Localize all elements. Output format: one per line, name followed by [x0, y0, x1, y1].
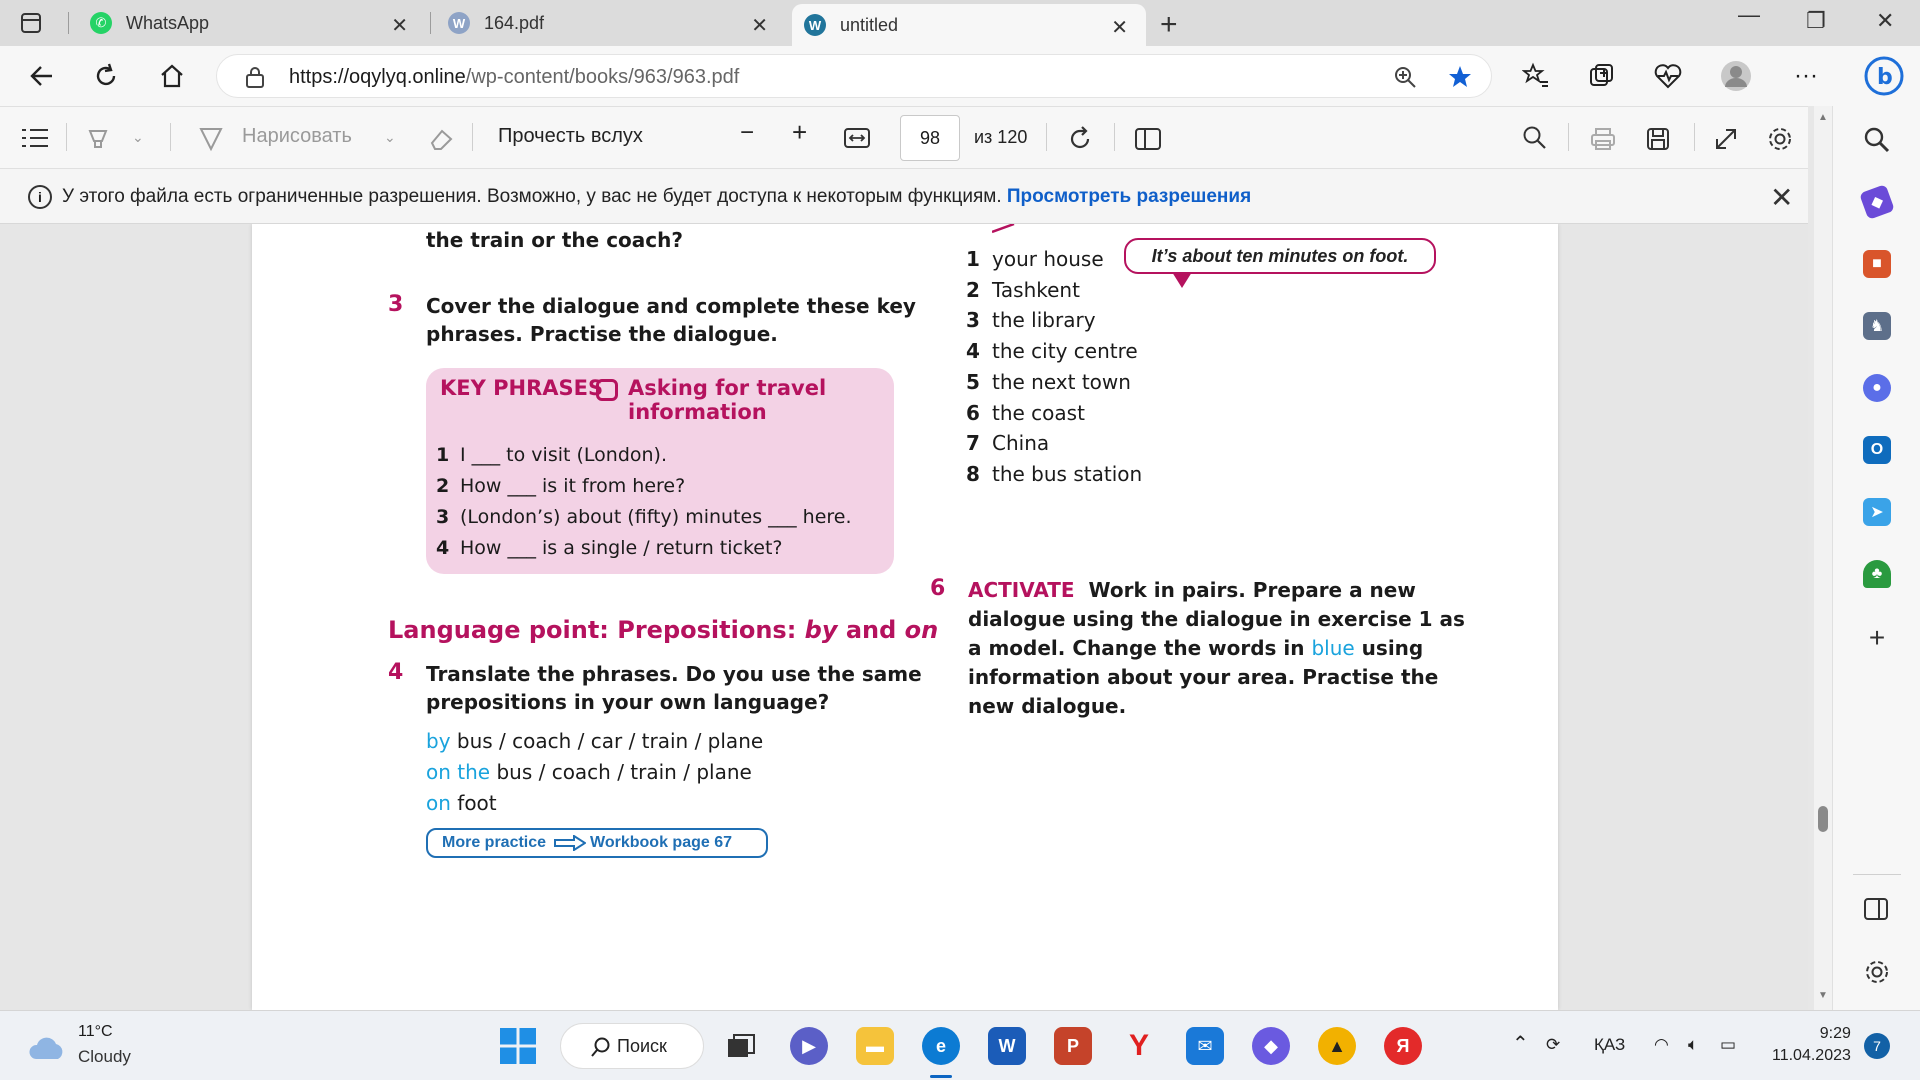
shopping-tag-icon[interactable]: ◆	[1859, 184, 1895, 220]
key-phrases-title: KEY PHRASES	[440, 376, 604, 400]
info-icon: i	[28, 185, 52, 209]
page-total-label: из 120	[974, 127, 1028, 147]
permissions-message	[62, 186, 1251, 208]
workbook-page-label: Workbook page 67	[590, 834, 733, 851]
cloud-icon	[28, 1035, 66, 1061]
home-button[interactable]	[156, 60, 188, 92]
exercise-6-line-4: information about your area. Practise the	[968, 665, 1439, 689]
task-view-icon	[726, 1033, 756, 1059]
place-item	[966, 428, 1142, 459]
fullscreen-expand-icon[interactable]	[1714, 127, 1738, 151]
taskbar-search-icon	[591, 1037, 611, 1057]
sidebar-divider	[1853, 874, 1901, 875]
exercise-3-line-1: Cover the dialogue and complete these key	[426, 294, 916, 318]
yandex-browser-icon[interactable]: Y	[1128, 1029, 1149, 1062]
place-number: 6	[966, 400, 980, 425]
place-number: 4	[966, 339, 980, 364]
place-text: China	[992, 431, 1050, 456]
more-dots-icon: ···	[1794, 62, 1818, 89]
toolbar-separator	[1694, 123, 1695, 151]
close-window-button[interactable]: ✕	[1876, 8, 1895, 33]
scrollbar-thumb[interactable]	[1818, 806, 1828, 832]
browser-essentials-button[interactable]	[1652, 60, 1684, 92]
pdf-toolbar	[0, 106, 1808, 168]
exercise-3-number: 3	[388, 292, 404, 317]
exercise-6-line-2: dialogue using the dialogue in exercise 1 as	[968, 607, 1465, 631]
tab-title: WhatsApp	[126, 12, 210, 33]
preposition-rest: foot	[450, 791, 497, 815]
url-text[interactable]	[289, 66, 739, 89]
hide-sidebar-icon[interactable]	[1863, 896, 1891, 924]
toolbar-separator	[1568, 123, 1569, 151]
settings-gear-icon[interactable]	[1766, 125, 1794, 153]
preposition-line	[426, 757, 763, 788]
toolbar-separator	[472, 123, 473, 151]
exercise-3-instruction	[426, 292, 916, 348]
tab-actions-icon	[20, 12, 42, 34]
tree-icon[interactable]: ♣	[1863, 560, 1891, 588]
wifi-icon[interactable]: ◠	[1654, 1035, 1669, 1054]
active-app-indicator	[930, 1075, 952, 1078]
wordpress-icon: W	[804, 14, 826, 36]
favorite-star-icon[interactable]	[1447, 64, 1473, 90]
key-phrases-subtitle	[628, 376, 826, 424]
exercise-4-line-2: prepositions in your own language?	[426, 690, 830, 714]
draw-pen-icon[interactable]	[198, 126, 224, 152]
temperature: 11°C	[78, 1023, 113, 1040]
exercise-6-line-5: new dialogue.	[968, 694, 1127, 718]
new-tab-button[interactable]: +	[1160, 8, 1178, 41]
place-item	[966, 398, 1142, 429]
maximize-button[interactable]: ❐	[1806, 8, 1826, 33]
word-app-icon[interactable]: W	[988, 1027, 1026, 1065]
exercise-4-instruction	[426, 660, 922, 716]
powerpoint-app-icon[interactable]: P	[1054, 1027, 1092, 1065]
place-item	[966, 244, 1142, 275]
place-item	[966, 305, 1142, 336]
blue-word: blue	[1311, 636, 1355, 660]
back-arrow-icon	[28, 62, 56, 90]
key-phrases-subtitle-line-2: information	[628, 400, 767, 424]
exercise-6-line-3b: using	[1354, 636, 1424, 660]
key-phrase-item	[436, 502, 852, 533]
key-phrases-box	[426, 368, 894, 574]
pdf-scrollbar[interactable]	[1814, 106, 1832, 1010]
copilot-app-icon[interactable]: ◆	[1252, 1027, 1290, 1065]
place-number: 5	[966, 369, 980, 394]
sidebar-search-icon[interactable]	[1863, 126, 1891, 154]
key-phrase-number: 2	[436, 475, 450, 497]
toolbar-separator	[1046, 123, 1047, 151]
collections-button[interactable]	[1586, 60, 1618, 92]
file-explorer-icon[interactable]: ▬	[856, 1027, 894, 1065]
url-path: /wp-content/books/963/963.pdf	[465, 66, 740, 88]
permissions-text: У этого файла есть ограниченные разрешения. Возможно, у вас не будет доступа к некоторым функциям.	[62, 186, 1002, 207]
arrow-right-icon	[554, 835, 586, 851]
sidebar-settings-gear-icon[interactable]	[1863, 958, 1891, 986]
close-tab-icon[interactable]: ✕	[751, 15, 768, 37]
key-phrase-number: 4	[436, 537, 450, 559]
warning-triangle-app-icon[interactable]: ▲	[1318, 1027, 1356, 1065]
prepositions-list	[426, 726, 763, 819]
key-phrase-item	[436, 471, 852, 502]
heart-pulse-icon	[1653, 62, 1683, 90]
place-item	[966, 275, 1142, 306]
language-point-heading	[388, 616, 938, 644]
pdf-page	[252, 224, 1558, 1010]
permissions-infobar	[0, 168, 1808, 224]
preposition-word: by	[426, 729, 451, 753]
fit-to-width-icon[interactable]	[844, 127, 870, 149]
exercise-4-line-1: Translate the phrases. Do you use the same	[426, 662, 922, 686]
yandex-app-icon[interactable]: Я	[1384, 1027, 1422, 1065]
zoom-out-button[interactable]: −	[740, 119, 755, 146]
collections-icon	[1588, 62, 1616, 90]
start-button-windows-icon[interactable]	[500, 1028, 536, 1064]
bing-chat-button[interactable]	[1862, 54, 1906, 98]
lock-icon[interactable]	[245, 66, 265, 88]
speech-bubble-tail-fragment	[992, 224, 1022, 236]
settings-more-button[interactable]	[1790, 60, 1822, 92]
exercise-6-number: 6	[930, 576, 946, 601]
exercise-6-line-3a: a model. Change the words in	[968, 636, 1312, 660]
key-phrase-number: 3	[436, 506, 450, 528]
exercise-6-line-1: Work in pairs. Prepare a new	[1088, 578, 1416, 602]
key-phrase-item	[436, 440, 852, 471]
place-item	[966, 459, 1142, 490]
tab-separator	[430, 12, 431, 34]
exercise-3-line-2: phrases. Practise the dialogue.	[426, 322, 778, 346]
taskbar-search-button[interactable]	[560, 1023, 704, 1069]
key-phrases-list	[436, 440, 852, 564]
toolbar-separator	[170, 123, 171, 151]
activate-label: ACTIVATE	[968, 578, 1075, 602]
tab-164-pdf[interactable]	[442, 0, 786, 46]
tab-title: untitled	[840, 14, 899, 35]
close-tab-icon[interactable]: ✕	[391, 15, 408, 37]
clock-time: 9:29	[1819, 1025, 1851, 1042]
place-number: 1	[966, 247, 980, 271]
place-text: the bus station	[992, 461, 1143, 486]
bing-icon	[1864, 56, 1904, 96]
place-number: 3	[966, 308, 980, 333]
key-phrase-text: How ___ is it from here?	[460, 475, 686, 497]
language-point-prefix: Language point: Prepositions:	[388, 616, 805, 644]
speech-bubble: It’s about ten minutes on foot.	[1124, 238, 1436, 274]
rotate-icon[interactable]	[1066, 125, 1094, 153]
exercise-4-number: 4	[388, 660, 404, 685]
places-list	[966, 244, 1142, 490]
clock[interactable]	[1772, 1023, 1851, 1067]
place-item	[966, 336, 1142, 367]
url-field[interactable]	[216, 54, 1492, 98]
wordpress-icon: W	[448, 12, 470, 34]
scroll-down-arrow-icon[interactable]: ▼	[1818, 990, 1828, 1001]
more-practice-box	[426, 828, 768, 858]
place-text: Tashkent	[992, 277, 1080, 302]
clock-date: 11.04.2023	[1772, 1047, 1851, 1064]
refresh-icon	[92, 62, 120, 90]
more-practice-label: More practice	[442, 834, 547, 851]
weather-condition: Cloudy	[78, 1047, 131, 1066]
minimize-button[interactable]: —	[1738, 2, 1760, 27]
battery-icon[interactable]: ▭	[1720, 1035, 1737, 1054]
whatsapp-icon: ✆	[90, 12, 112, 34]
scroll-up-arrow-icon[interactable]: ▲	[1818, 112, 1828, 123]
place-item	[966, 367, 1142, 398]
input-language[interactable]: ҚАЗ	[1594, 1035, 1626, 1054]
avatar-icon	[1720, 60, 1752, 92]
key-phrase-text: How ___ is a single / return ticket?	[460, 537, 783, 559]
outlook-icon[interactable]: O	[1863, 436, 1891, 464]
chat-app-icon[interactable]: ▶	[790, 1027, 828, 1065]
toolbar-separator	[1114, 123, 1115, 151]
taskbar-search-label: Поиск	[617, 1035, 667, 1056]
sync-icon[interactable]: ⟳	[1546, 1035, 1561, 1054]
highlight-dropdown-chevron-icon[interactable]: ⌄	[132, 129, 144, 145]
page-number-input[interactable]: 98	[900, 115, 960, 161]
tools-briefcase-icon[interactable]: ■	[1863, 250, 1891, 278]
key-phrase-text: I ___ to visit (London).	[460, 444, 667, 466]
language-point-by: by	[804, 616, 838, 644]
contents-list-icon[interactable]	[22, 127, 48, 149]
edge-sidebar	[1832, 106, 1920, 1010]
place-number: 8	[966, 461, 980, 486]
task-view-button[interactable]	[722, 1027, 760, 1065]
read-aloud-button[interactable]: Прочесть вслух	[498, 125, 643, 147]
preposition-word: on the	[426, 760, 491, 784]
profile-button[interactable]	[1720, 60, 1752, 92]
highlighter-icon[interactable]	[86, 127, 110, 151]
home-icon	[158, 62, 186, 90]
tab-actions-button[interactable]	[18, 10, 44, 36]
zoom-icon[interactable]	[1393, 65, 1417, 89]
pdf-viewer[interactable]	[0, 224, 1808, 1010]
close-tab-icon[interactable]: ✕	[1111, 17, 1128, 39]
page-view-icon[interactable]	[1134, 127, 1162, 151]
find-search-icon[interactable]	[1522, 125, 1548, 151]
place-text: the next town	[992, 369, 1131, 394]
refresh-button[interactable]	[90, 60, 122, 92]
place-number: 2	[966, 277, 980, 302]
exercise-6-instruction	[968, 576, 1465, 721]
draw-button-label[interactable]: Нарисовать	[242, 125, 352, 147]
send-drop-icon[interactable]: ➤	[1863, 498, 1891, 526]
language-point-and: and	[837, 616, 905, 644]
edge-browser-icon[interactable]: e	[922, 1027, 960, 1065]
place-text: your house	[992, 247, 1104, 271]
preposition-word: on	[426, 791, 451, 815]
preposition-line	[426, 788, 763, 819]
zoom-in-button[interactable]: +	[792, 117, 808, 147]
tab-separator	[68, 12, 69, 34]
tab-untitled[interactable]	[792, 4, 1146, 46]
save-icon[interactable]	[1646, 127, 1670, 151]
toolbar-separator	[66, 123, 67, 151]
add-sidebar-app-icon[interactable]: +	[1868, 622, 1886, 653]
key-phrases-subtitle-line-1: Asking for travel	[628, 376, 827, 400]
address-bar-row	[0, 46, 1920, 106]
tab-title: 164.pdf	[484, 12, 545, 33]
place-text: the city centre	[992, 339, 1138, 364]
place-number: 7	[966, 431, 980, 456]
preposition-line	[426, 726, 763, 757]
place-text: the coast	[992, 400, 1085, 425]
tab-whatsapp[interactable]	[86, 0, 426, 46]
close-infobar-icon[interactable]: ✕	[1770, 182, 1794, 213]
microsoft-365-icon[interactable]: ●	[1863, 374, 1891, 402]
preposition-rest: bus / coach / train / plane	[490, 760, 752, 784]
print-icon[interactable]	[1590, 127, 1616, 151]
key-phrase-text: (London’s) about (fifty) minutes ___ here.	[460, 506, 852, 528]
show-hidden-icons-chevron-icon[interactable]: ⌃	[1512, 1033, 1529, 1055]
key-phrases-icon	[596, 379, 618, 401]
tab-strip	[0, 0, 1920, 46]
preposition-rest: bus / coach / car / train / plane	[450, 729, 764, 753]
view-permissions-link[interactable]: Просмотреть разрешения	[1006, 186, 1252, 207]
mail-app-icon[interactable]: ✉	[1186, 1027, 1224, 1065]
question-fragment: the train or the coach?	[426, 228, 683, 252]
eraser-icon[interactable]	[428, 127, 454, 151]
back-button[interactable]	[26, 60, 58, 92]
favorites-button[interactable]	[1520, 60, 1552, 92]
speech-bubble-tail	[1172, 272, 1192, 288]
games-icon[interactable]: ♞	[1863, 312, 1891, 340]
windows-taskbar	[0, 1010, 1920, 1080]
draw-dropdown-chevron-icon[interactable]: ⌄	[384, 129, 396, 145]
language-point-on: on	[904, 616, 939, 644]
volume-icon[interactable]: 🔈︎	[1688, 1035, 1699, 1054]
url-host: https://oqylyq.online	[289, 66, 466, 88]
key-phrase-item	[436, 533, 852, 564]
favorites-list-icon	[1522, 62, 1550, 90]
key-phrase-number: 1	[436, 444, 450, 466]
place-text: the library	[992, 308, 1096, 333]
svg-text:b: b	[1877, 65, 1893, 90]
notification-badge[interactable]: 7	[1864, 1033, 1890, 1059]
